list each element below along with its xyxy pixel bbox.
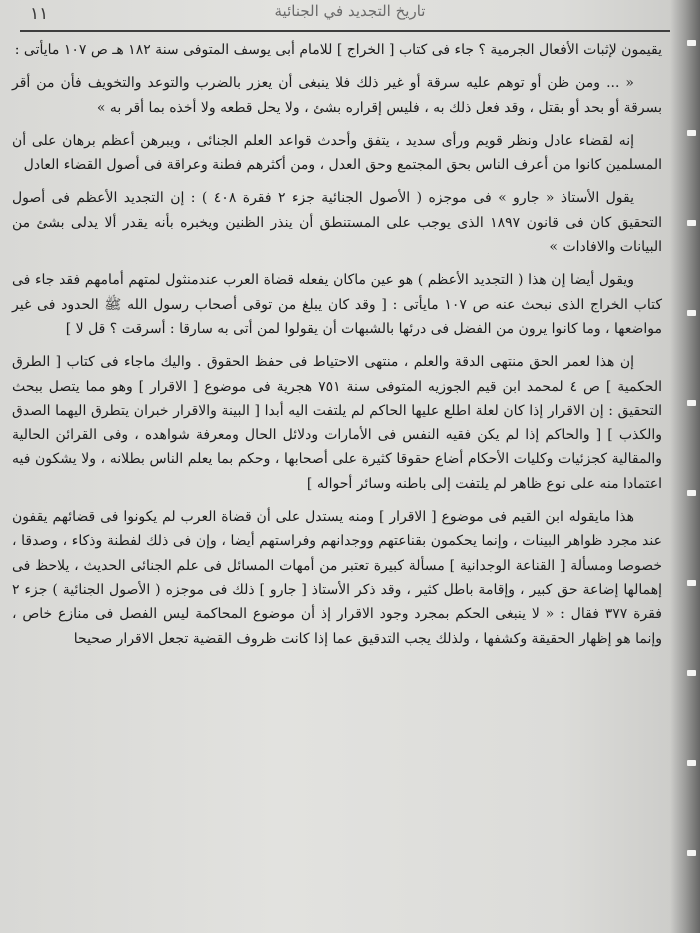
paragraph: يقول الأستاذ « جارو » فى موجزه ( الأصول الجنائية جزء ٢ فقرة ٤٠٨ ) : إن التجديد الأعظم فى أصول التحقيق كان فى قانون ١٨٩٧ الذى يوجب على المستنطق أن ينذر الظنين ويخبره بأنه يقدر ألا يدلى بشئ من البيانات والافادات » [12,190,662,256]
header-rule [20,30,670,32]
binding-hole [687,130,696,136]
binding-hole [687,40,696,46]
paragraph: إنه لقضاء عادل ونظر قويم ورأى سديد ، يتفق وأحدث قواعد العلم الجنائى ، ويبرهن أعظم برهان على أن المسلمين كانوا من أعرف الناس بحق المجتمع وحق العدل ، ومن أكثرهم فطنة وعراقة فى أصول القضاء العادل [12,132,662,174]
paragraph: إن هذا لعمر الحق منتهى الدقة والعلم ، منتهى الاحتياط فى حفظ الحقوق . واليك ماجاء فى كتاب [ الطرق الحكمية ] ص ٤ لمحمد ابن قيم الجوزيه المتوفى سنة ٧٥١ هجرية فى موضوع [ الاقرار ] وهو مما يتصل ببحث التحقيق : إن الاقرار إذا كان لعلة اطلع عليها الحاكم لم يلتفت اليه أبدا [ البينة والاقرار خبران يتطرق اليهما الصدق والكذب ] [ والحاكم إذا لم يكن فقيه النفس فى الأمارات ودلائل الحال ومعرفة شواهده ، وفى القرائن الحالية والمقالية كجزئيات وكليات الأحكام أضاع حقوقا كثيرة على أصحابها ، وحكم بما يعلم الناس بطلانه ، ولا يشكون فيه اعتمادا منه على نوع ظاهر لم يلتفت إلى باطنه وسائر أحواله ] [12,354,662,492]
binding-hole [687,400,696,406]
page-number: ١١ [30,4,49,24]
binding-edge [670,0,700,933]
binding-hole [687,670,696,676]
paragraph: يقيمون لإثبات الأفعال الجرمية ؟ جاء فى كتاب [ الخراج ] للامام أبى يوسف المتوفى سنة ١٨٢ هـ ص ١٠٧ مايأتى : [14,42,662,58]
running-head: تاريخ التجديد في الجنائية [274,2,426,20]
binding-hole [687,760,696,766]
paragraph: ويقول أيضا إن هذا ( التجديد الأعظم ) هو عين ماكان يفعله قضاة العرب عندمنثول لمتهم أمامهم فقد جاء فى كتاب الخراج الذى نبحث عنه ص ١٠٧ مايأتى : [ وقد كان يبلغ من توقى أصحاب رسول الله ﷺ الحدود فى غير مواضعها ، وما كانوا يرون من الفضل فى درئها بالشبهات أن يقولوا لمن أتى به سارقا : أسرقت ؟ قل لا ] [12,272,662,337]
body-text [12,38,662,660]
binding-hole [687,220,696,226]
binding-hole [687,580,696,586]
binding-hole [687,850,696,856]
page-header [0,0,680,32]
binding-hole [687,310,696,316]
paragraph: هذا مايقوله ابن القيم فى موضوع [ الاقرار ] ومنه يستدل على أن قضاة العرب لم يكونوا فى قضائهم يقفون عند مجرد ظواهر البينات ، وإنما يحكمون بقناعتهم ووجدانهم وفراستهم أيضا ، وإن فى ذلك لفطنة وذكاء ، وصدقا ، خصوصا ومسألة [ القناعة الوجدانية ] مسألة كبيرة تعتبر من أمهات المسائل فى علم الجنائى الحديث ، يلاحظ فى إهمالها إضاعة حق كبير ، وإقامة باطل كثير ، وقد ذكر الأستاذ [ جارو ] ذلك فى موجزه ( الأصول الجنائية ) جزء ٢ فقرة ٣٧٧ فقال : « لا ينبغى الحكم بمجرد وجود الاقرار إذ أن موضوع المحاكمة ليس الفصل فى منازع خاص ، وإنما هو إظهار الحقيقة وكشفها ، ولذلك يجب التدقيق عما إذا كانت ظروف القضية تجعل الاقرار صحيحا [12,509,662,647]
binding-hole [687,490,696,496]
paragraph: « ... ومن ظن أو توهم عليه سرقة أو غير ذلك فلا ينبغى أن يعزر بالضرب والتوعد والتخويف فأن من أقر بسرقة أو بحد أو بقتل ، وقد فعل ذلك به ، فليس إقراره بشئ ، ولا يحل قطعه ولا أخذه بما أقر به » [12,75,662,116]
